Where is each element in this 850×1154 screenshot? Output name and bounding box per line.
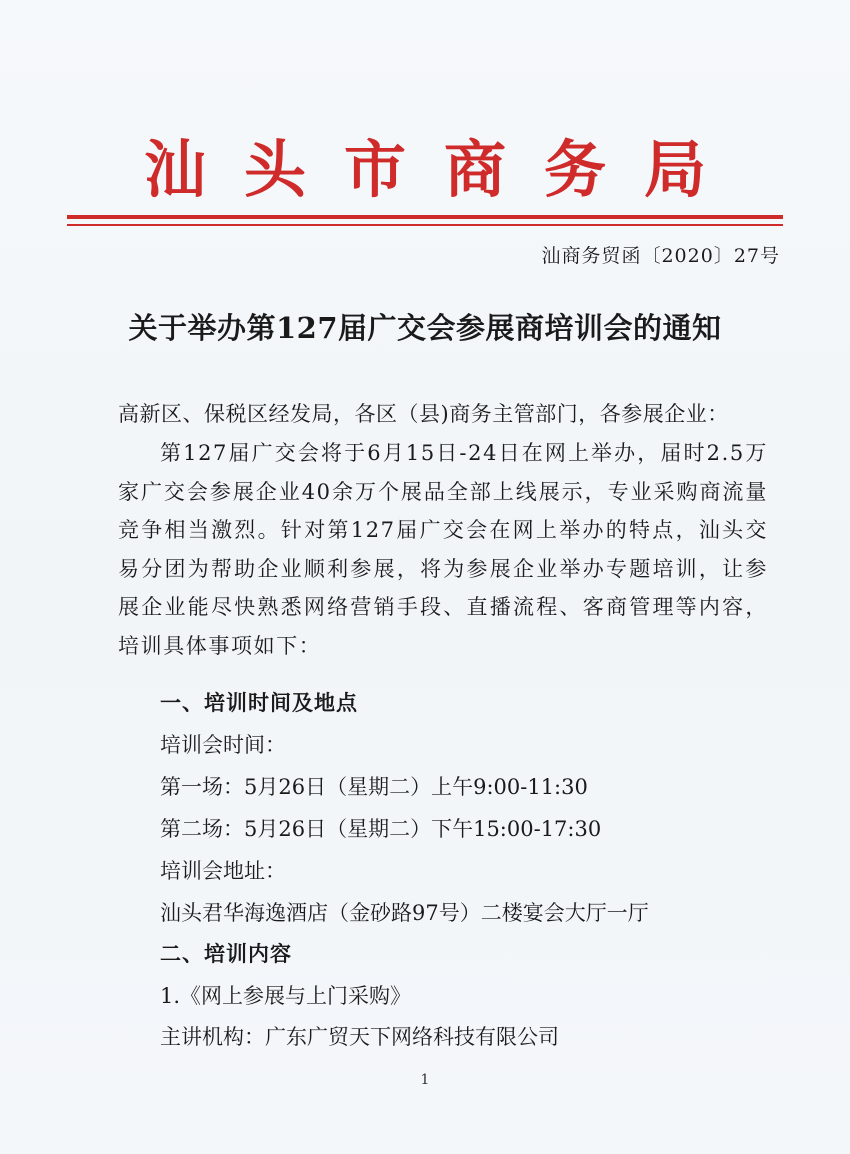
document-number: 汕商务贸函〔2020〕27号	[541, 245, 780, 267]
intro-paragraph: 第127届广交会将于6月15日-24日在网上举办，届时2.5万家广交会参展企业40余万个展品全部上线展示，专业采购商流量竞争相当激烈。针对第127届广交会在网上举办的特点，汕头交易分团为帮助企业顺利参展，将为参展企业举办专题培训，让参展企业能尽快熟悉网络营销手段、直播流程、客商管理等内容，培训具体事项如下：	[118, 441, 768, 658]
training-time-label: 培训会时间：	[160, 733, 286, 757]
letterhead-red-rule-thin	[67, 224, 783, 226]
section2-heading: 二、培训内容	[160, 941, 292, 966]
training-venue-label: 培训会地址：	[160, 859, 286, 883]
letterhead-org-name: 汕头市商务局	[143, 133, 744, 206]
page-number: 1	[420, 1072, 430, 1088]
document-title: 关于举办第127届广交会参展商培训会的通知	[128, 311, 722, 345]
session2-time: 第二场：5月26日（星期二）下午15:00-17:30	[160, 817, 602, 841]
addressee: 高新区、保税区经发局，各区（县)商务主管部门，各参展企业：	[118, 402, 729, 426]
training-venue: 汕头君华海逸酒店（金砂路97号）二楼宴会大厅一厅	[160, 901, 649, 925]
speaker-organization: 主讲机构：广东广贸天下网络科技有限公司	[160, 1025, 559, 1049]
content-item-1: 1.《网上参展与上门采购》	[160, 984, 412, 1008]
letterhead-red-rule-thick	[67, 215, 783, 219]
session1-time: 第一场：5月26日（星期二）上午9:00-11:30	[160, 775, 588, 799]
section1-heading: 一、培训时间及地点	[160, 690, 358, 715]
